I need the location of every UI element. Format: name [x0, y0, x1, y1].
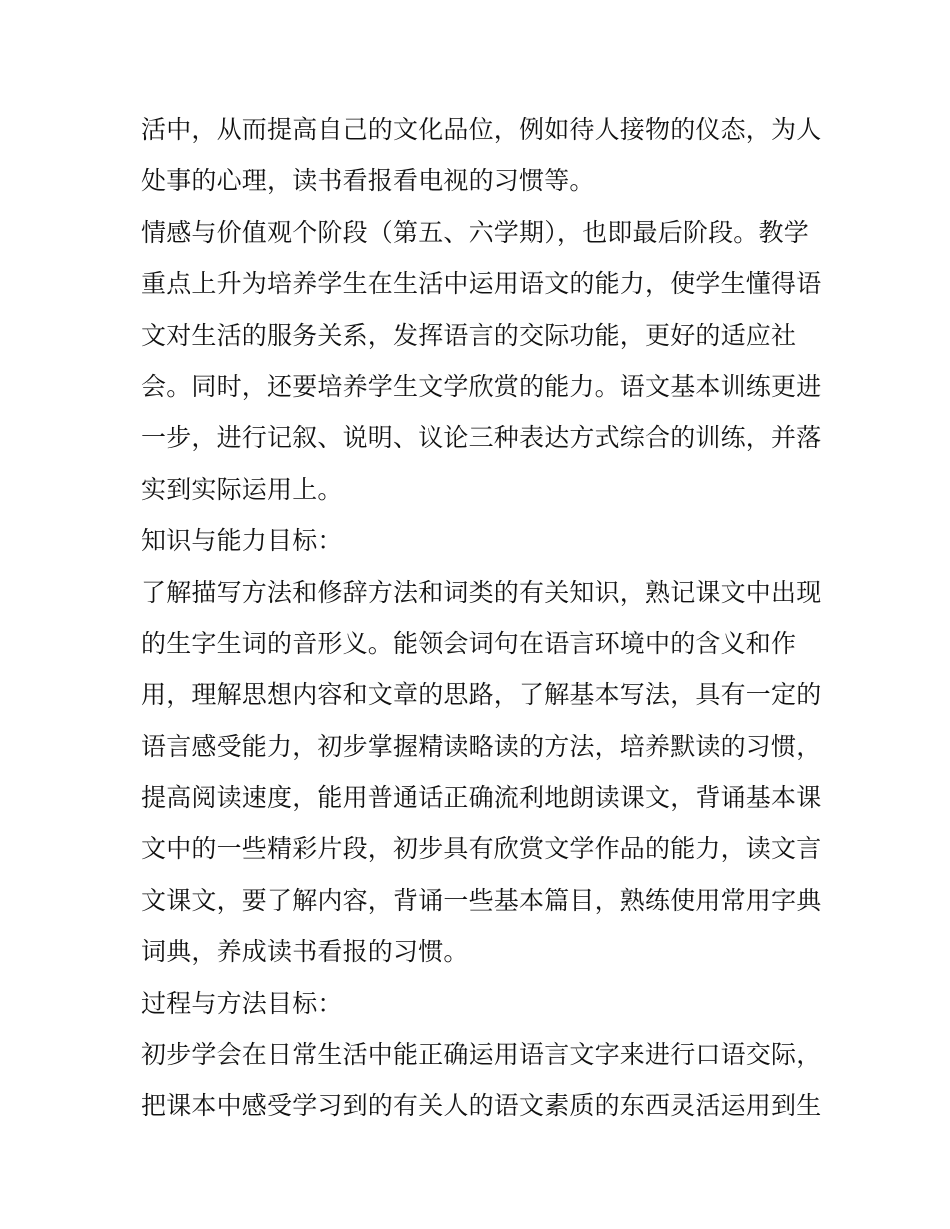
section-heading: 知识与能力目标：: [141, 526, 343, 556]
document-body: [141, 104, 822, 1132]
text-line: 文课文，要了解内容，背诵一些基本篇目，熟练使用常用字典: [141, 885, 822, 915]
text-line: 一步，进行记叙、说明、议论三种表达方式综合的训练，并落: [141, 423, 822, 453]
text-line: 活中，从而提高自己的文化品位，例如待人接物的仪态，为人: [141, 115, 822, 144]
text-line: 情感与价值观个阶段（第五、六学期），也即最后阶段。教学: [141, 217, 809, 247]
text-line: 词典，养成读书看报的习惯。: [141, 937, 469, 967]
text-line: 初步学会在日常生活中能正确运用语言文字来进行口语交际，: [141, 1040, 822, 1070]
text-line: 实到实际运用上。: [141, 474, 343, 504]
section-heading: 过程与方法目标：: [141, 988, 343, 1018]
text-line: 语言感受能力，初步掌握精读略读的方法，培养默读的习惯，: [141, 731, 822, 761]
text-line: 文中的一些精彩片段，初步具有欣赏文学作品的能力，读文言: [141, 834, 822, 864]
text-line: 提高阅读速度，能用普通话正确流利地朗读课文，背诵基本课: [141, 783, 822, 813]
text-line: 了解描写方法和修辞方法和词类的有关知识，熟记课文中出现: [141, 577, 822, 607]
text-line: 把课本中感受学习到的有关人的语文素质的东西灵活运用到生: [141, 1091, 822, 1121]
text-line: 的生字生词的音形义。能领会词句在语言环境中的含义和作: [141, 628, 797, 658]
text-line: 会。同时，还要培养学生文学欣赏的能力。语文基本训练更进: [141, 371, 822, 401]
text-line: 重点上升为培养学生在生活中运用语文的能力，使学生懂得语: [141, 269, 822, 299]
text-line: 文对生活的服务关系，发挥语言的交际功能，更好的适应社: [141, 320, 797, 350]
text-line: 处事的心理，读书看报看电视的习惯等。: [141, 166, 595, 196]
text-line: 用，理解思想内容和文章的思路，了解基本写法，具有一定的: [141, 680, 822, 710]
